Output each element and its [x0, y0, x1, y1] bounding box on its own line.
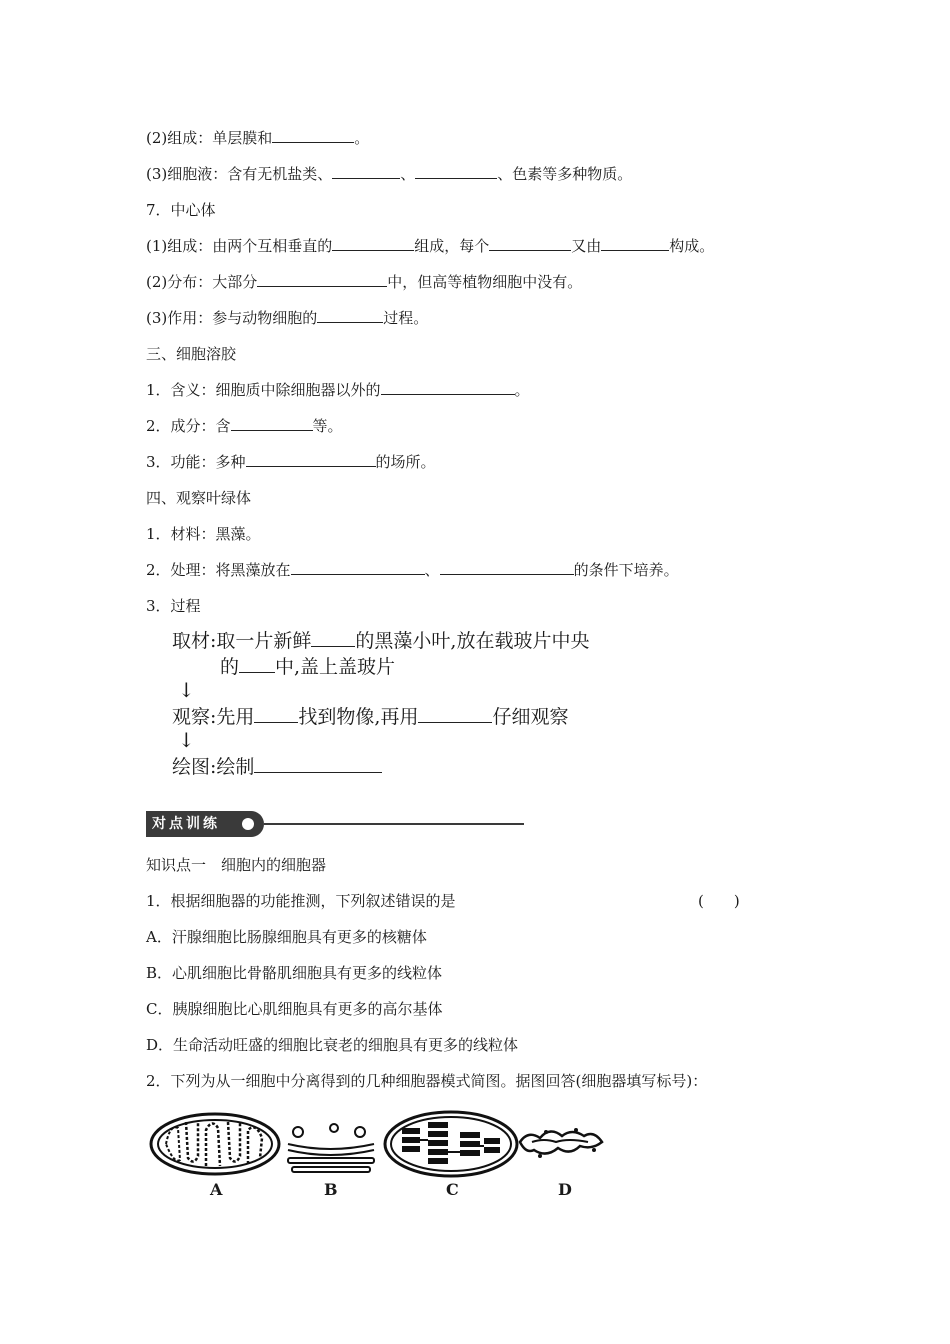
mitochondrion-drawing: [151, 1114, 279, 1174]
figure-label-b: B: [324, 1180, 338, 1199]
banner-title: 对点训练: [152, 816, 220, 832]
flow-step-observe: 观察:先用 找到物像,再用 仔细观察: [172, 706, 569, 728]
answer-blank[interactable]: [272, 128, 354, 143]
option-d[interactable]: D．生命活动旺盛的细胞比衰老的细胞具有更多的线粒体: [146, 1036, 519, 1054]
line-centrosome-distribution: (2)分布：大部分 中，但高等植物细胞中没有。: [146, 273, 583, 291]
banner-rule: [264, 823, 524, 825]
figure-label-d: D: [558, 1180, 572, 1199]
flow-step-draw: 绘图:绘制: [172, 754, 382, 779]
answer-blank[interactable]: [246, 452, 376, 467]
organelle-figure: [148, 1108, 618, 1212]
option-b[interactable]: B．心肌细胞比骨骼肌细胞具有更多的线粒体: [146, 964, 443, 982]
line-process: 3．过程: [146, 597, 201, 615]
answer-blank[interactable]: [254, 754, 382, 773]
answer-blank[interactable]: [601, 236, 669, 251]
heading-observe-chloroplast: 四、观察叶绿体: [146, 489, 252, 507]
heading-centrosome: 7．中心体: [146, 201, 216, 219]
option-a[interactable]: A．汗腺细胞比肠腺细胞具有更多的核糖体: [146, 928, 427, 946]
heading-cytosol: 三、细胞溶胶: [146, 345, 237, 363]
answer-blank[interactable]: [291, 560, 425, 575]
answer-blank[interactable]: [332, 236, 414, 251]
option-c[interactable]: C．胰腺细胞比心肌细胞具有更多的高尔基体: [146, 1000, 443, 1018]
er-drawing: [520, 1128, 602, 1158]
line-centrosome-composition: (1)组成：由两个互相垂直的 组成，每个 又由 构成。: [146, 237, 715, 255]
line-cytosol-function: 3．功能：多种 的场所。: [146, 453, 436, 471]
answer-blank[interactable]: [239, 654, 275, 673]
answer-blank[interactable]: [231, 416, 313, 431]
flow-step-sampling: 取材:取一片新鲜 的黑藻小叶,放在载玻片中央: [172, 630, 590, 652]
question-2-stem: 2．下列为从一细胞中分离得到的几种细胞器模式简图。据图回答(细胞器填写标号)：: [146, 1072, 708, 1090]
answer-blank[interactable]: [381, 380, 515, 395]
answer-blank[interactable]: [254, 704, 298, 723]
line-cytosol-meaning: 1．含义：细胞质中除细胞器以外的 。: [146, 381, 530, 399]
down-arrow-icon: ↓: [178, 678, 195, 702]
section-banner: [146, 811, 526, 837]
dot-icon: [242, 818, 254, 830]
knowledge-point-title: 知识点一 细胞内的细胞器: [146, 856, 327, 874]
flow-step-sampling-cont: 的 中,盖上盖玻片: [220, 656, 396, 678]
line-cell-sap: (3)细胞液：含有无机盐类、 、 、色素等多种物质。: [146, 165, 633, 183]
answer-blank[interactable]: [415, 164, 497, 179]
figure-label-a: A: [210, 1180, 223, 1199]
chloroplast-drawing: [385, 1112, 517, 1176]
answer-blank[interactable]: [257, 272, 387, 287]
line-vacuole-composition: (2)组成：单层膜和 。: [146, 129, 370, 147]
golgi-drawing: [288, 1124, 374, 1172]
line-material: 1．材料：黑藻。: [146, 525, 261, 543]
line-treatment: 2．处理：将黑藻放在 、 的条件下培养。: [146, 561, 679, 579]
answer-blank[interactable]: [418, 704, 492, 723]
answer-paren[interactable]: ( ): [698, 892, 740, 910]
answer-blank[interactable]: [489, 236, 571, 251]
answer-blank[interactable]: [332, 164, 400, 179]
line-centrosome-function: (3)作用：参与动物细胞的 过程。: [146, 309, 429, 327]
answer-blank[interactable]: [311, 628, 355, 647]
figure-label-c: C: [446, 1180, 459, 1199]
line-cytosol-components: 2．成分：含 等。: [146, 417, 343, 435]
answer-blank[interactable]: [317, 308, 383, 323]
answer-blank[interactable]: [440, 560, 574, 575]
question-1-stem: 1．根据细胞器的功能推测，下列叙述错误的是: [146, 892, 456, 910]
down-arrow-icon: ↓: [178, 728, 195, 752]
